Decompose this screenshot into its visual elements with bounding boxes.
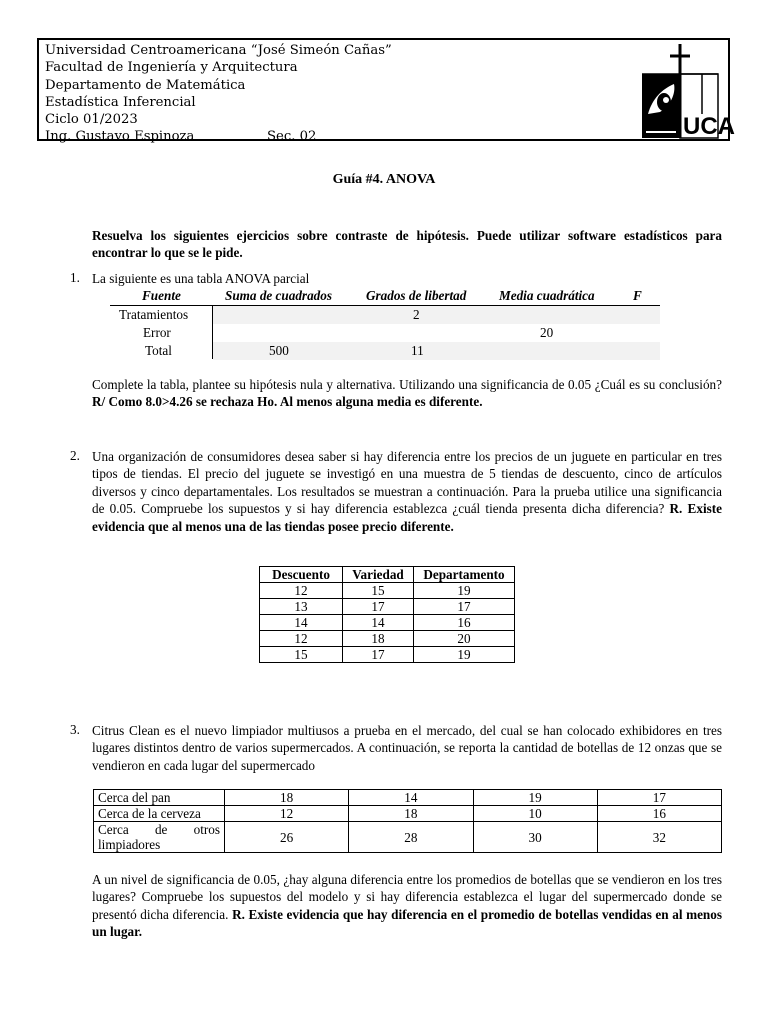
anova-table: [110, 288, 660, 360]
anova-cell: 500: [269, 343, 289, 358]
table-cell: 19: [473, 790, 597, 806]
anova-row-error: [110, 324, 660, 342]
anova-cell: 11: [411, 343, 424, 358]
anova-cell: 2: [413, 307, 420, 322]
table-cell: 12: [260, 583, 343, 599]
exercise-3-answer: R. Existe evidencia que hay diferencia en el promedio de botellas vendidas en al menos un lugar.: [92, 906, 722, 940]
row-label: Cerca de la cerveza: [94, 806, 225, 822]
header-lines: [45, 42, 392, 146]
bottles-table: [93, 789, 722, 853]
course-name: Estadística Inferencial: [45, 94, 196, 110]
anova-header-grados: Grados de libertad: [366, 288, 467, 303]
exercise-1-intro: La siguiente es una tabla ANOVA parcial: [92, 271, 310, 286]
table-cell: 18: [343, 631, 414, 647]
exercise-3-text: Citrus Clean es el nuevo limpiador multiusos a prueba en el mercado, del cual se han colocado exhibidores en tres lugares distintos dentro de varios supermercados. A continuación, se reporta la cantidad de botellas de 12 onzas que se vendieron en cada lugar del supermercado: [92, 723, 722, 773]
table-cell: 19: [414, 647, 515, 663]
university-name: Universidad Centroamericana “José Simeón Cañas”: [45, 43, 392, 58]
prices-table: [259, 566, 515, 663]
table-cell: 14: [343, 615, 414, 631]
table-cell: 30: [473, 822, 597, 853]
table-cell: 12: [260, 631, 343, 647]
exercise-1-answer: R/ Como 8.0>4.26 se rechaza Ho. Al menos alguna media es diferente.: [92, 394, 483, 410]
anova-row-tratamientos: [110, 306, 660, 324]
anova-cell: Tratamientos: [119, 307, 189, 322]
table-cell: 10: [473, 806, 597, 822]
table-cell: 14: [260, 615, 343, 631]
table-cell: 28: [349, 822, 473, 853]
prices-header-row: [260, 567, 515, 583]
anova-cell: Error: [143, 325, 171, 340]
table-cell: 17: [343, 599, 414, 615]
faculty-name: Facultad de Ingeniería y Arquitectura: [45, 60, 298, 76]
prices-header: Departamento: [414, 567, 515, 583]
anova-header-media: Media cuadrática: [499, 288, 595, 303]
anova-header-fuente: Fuente: [142, 288, 181, 303]
table-row: [260, 583, 515, 599]
table-cell: 16: [597, 806, 721, 822]
anova-header-f: F: [633, 288, 642, 303]
section: Sec. 02: [267, 129, 317, 145]
table-cell: 13: [260, 599, 343, 615]
exercise-1-question: Complete la tabla, plantee su hipótesis nula y alternativa. Utilizando una significancia de 0.05 ¿Cuál es su conclusión? R/ Como 8.0>4.26 se rechaza Ho. Al menos alguna media es diferente.: [92, 377, 722, 410]
page-title: Guía #4. ANOVA: [332, 172, 436, 187]
table-cell: 20: [414, 631, 515, 647]
table-row: [94, 822, 722, 853]
exercise-2-text: Una organización de consumidores desea saber si hay diferencia entre los precios de un juguete en particular en tres tipos de tiendas. El precio del juguete se investigó en una muestra de 5 tiendas de descuento, cinco de artículos diversos y cinco departamentales. Los resultados se muestran a continuación. Para la prueba utilice una significancia de 0.05. Compruebe los supuestos y si hay diferencia establezca ¿cuál tienda presenta dicha diferencia? R. Existe evidencia que al menos una de las tiendas posee precio diferente.: [92, 449, 722, 534]
table-row: [260, 631, 515, 647]
exercise-3-number: 3.: [70, 722, 80, 737]
header-box: [37, 38, 735, 145]
anova-cell: Total: [145, 343, 172, 358]
anova-cell: 20: [540, 325, 554, 340]
department-name: Departamento de Matemática: [45, 77, 246, 93]
table-cell: 26: [225, 822, 349, 853]
table-cell: 12: [225, 806, 349, 822]
row-label: Cerca del pan: [94, 790, 225, 806]
svg-text:UCA: UCA: [683, 113, 735, 140]
table-row: [94, 806, 722, 822]
table-cell: 18: [349, 806, 473, 822]
exercise-1-number: 1.: [70, 270, 80, 285]
row-label: Cerca de otros limpiadores: [94, 822, 225, 853]
table-cell: 17: [414, 599, 515, 615]
instructor-name: Ing. Gustavo Espinoza: [45, 129, 195, 145]
table-cell: 15: [343, 583, 414, 599]
uca-logo-icon: [642, 44, 735, 140]
exercise-2-number: 2.: [70, 448, 80, 463]
prices-header: Descuento: [260, 567, 343, 583]
table-cell: 18: [225, 790, 349, 806]
anova-row-total: [110, 342, 660, 360]
cycle: Ciclo 01/2023: [45, 112, 138, 128]
table-cell: 17: [343, 647, 414, 663]
table-cell: 32: [597, 822, 721, 853]
table-row: [260, 599, 515, 615]
table-row: [260, 647, 515, 663]
table-cell: 16: [414, 615, 515, 631]
table-cell: 19: [414, 583, 515, 599]
exercise-3-question: A un nivel de significancia de 0.05, ¿hay alguna diferencia entre los promedios de botellas que se vendieron en los tres lugares? Compruebe los supuestos del modelo y si hay diferencia establezca el lugar del supermercado donde se presentó dicha diferencia. R. Existe evidencia que hay diferencia en el promedio de botellas vendidas en al menos un lugar.: [92, 872, 722, 940]
table-cell: 17: [597, 790, 721, 806]
instructions: Resuelva los siguientes ejercicios sobre contraste de hipótesis. Puede utilizar software estadísticos para encontrar lo que se le pide.: [92, 228, 722, 261]
anova-header-row: [110, 288, 660, 306]
anova-header-suma: Suma de cuadrados: [225, 288, 332, 303]
table-row: [260, 615, 515, 631]
prices-header: Variedad: [343, 567, 414, 583]
table-row: [94, 790, 722, 806]
table-cell: 15: [260, 647, 343, 663]
exercise-2-answer: R. Existe evidencia que al menos una de las tiendas posee precio diferente.: [92, 501, 722, 534]
table-cell: 14: [349, 790, 473, 806]
